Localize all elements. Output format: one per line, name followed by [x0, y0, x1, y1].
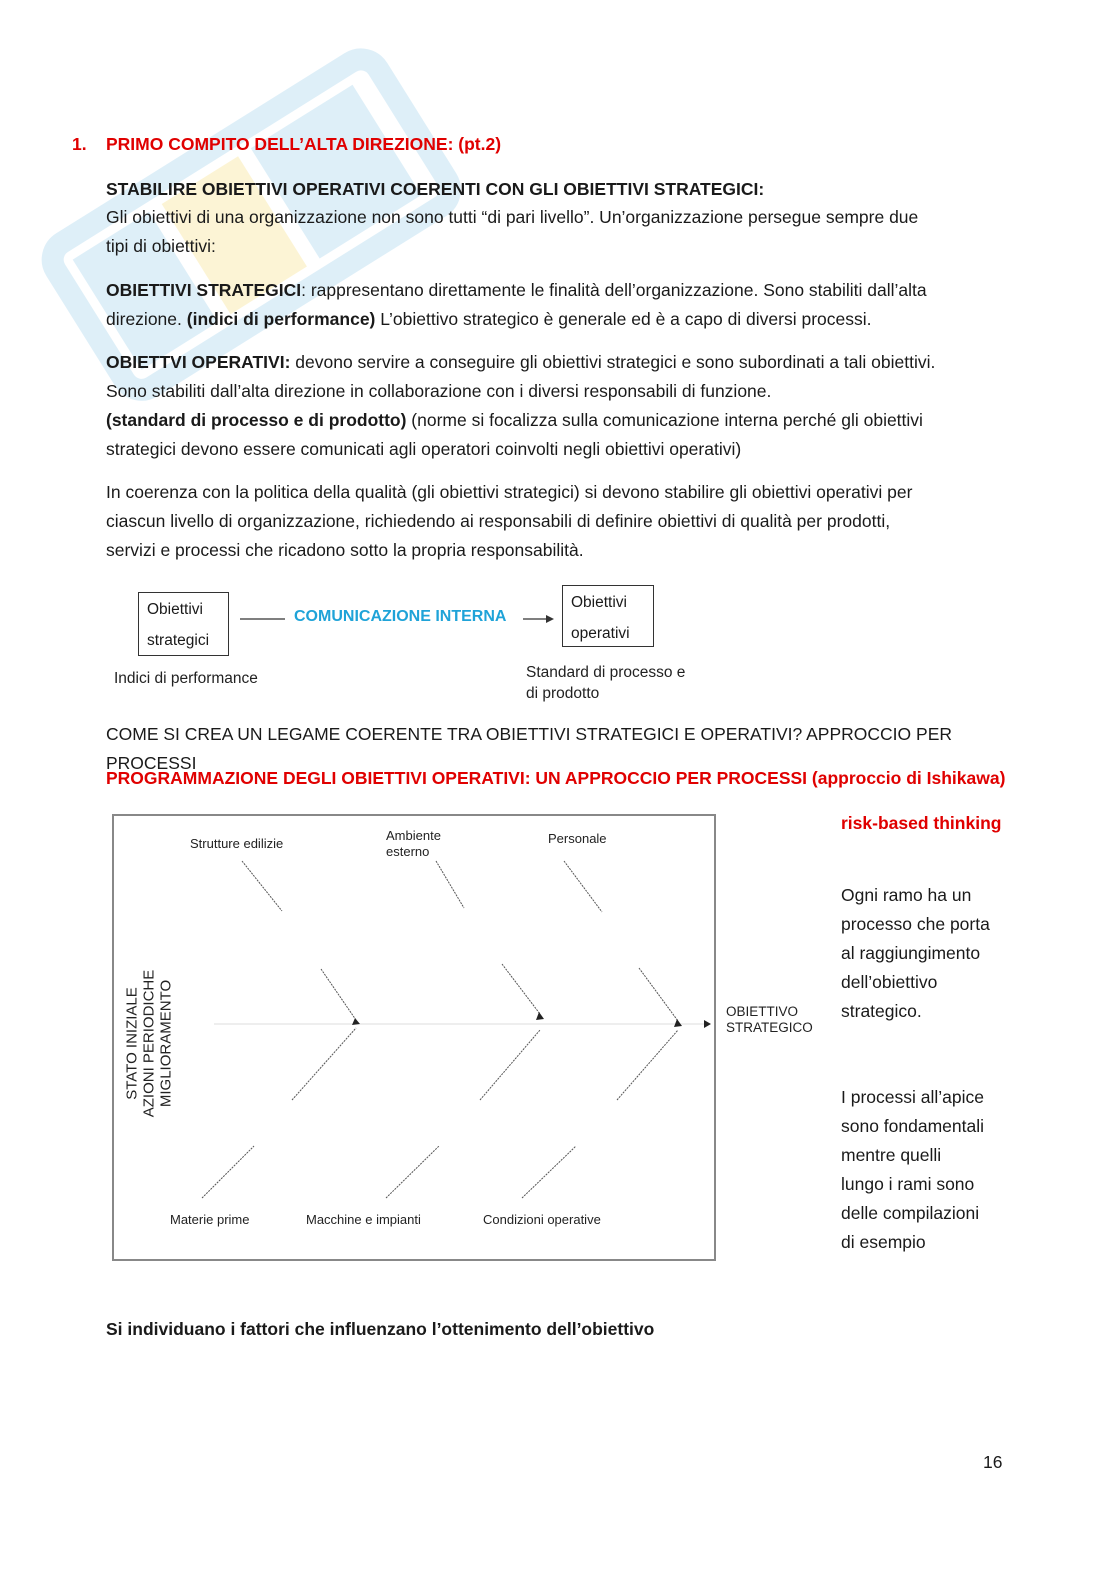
side-note-line: mentre quelli [841, 1145, 942, 1165]
coherence-line: servizi e processi che ricadono sotto la propria responsabilità. [106, 540, 584, 560]
programming-title: PROGRAMMAZIONE DEGLI OBIETTIVI OPERATIVI: UN APPROCCIO PER PROCESSI (approccio di Ishikawa) [106, 768, 1006, 788]
branch-label-top: Ambiente esterno [386, 828, 441, 859]
operative-text: (norme si focalizza sulla comunicazione interna perché gli obiettivi [406, 410, 923, 430]
vertical-line: MIGLIORAMENTO [157, 979, 175, 1108]
coherence-paragraph [106, 478, 1006, 565]
communication-label: COMUNICAZIONE INTERNA [294, 608, 507, 625]
target-line: STRATEGICO [726, 1020, 813, 1035]
strategic-text: : rappresentano direttamente le finalità dell’organizzazione. Sono stabiliti dall’alta [301, 280, 927, 300]
side-note-processes [841, 1083, 1016, 1257]
branch-label-top: Strutture edilizie [190, 836, 284, 851]
branch-label-top: Personale [548, 831, 607, 846]
box-line: Obiettivi [571, 594, 627, 611]
heading-title: PRIMO COMPITO DELL’ALTA DIREZIONE: (pt.2) [106, 134, 502, 154]
section-heading [72, 130, 1006, 159]
side-note-line: al raggiungimento [841, 943, 981, 963]
ishikawa-diagram [112, 814, 716, 1261]
operative-text: strategici devono essere comunicati agli operatori coinvolti negli obiettivi operativi) [106, 439, 742, 459]
vertical-line: AZIONI PERIODICHE [140, 969, 158, 1118]
operative-text: devono servire a conseguire gli obiettivi strategici e sono subordinati a tali obiettivi. [290, 352, 936, 372]
vertical-line: STATO INIZIALE [123, 987, 141, 1100]
box-line: Obiettivi [147, 601, 203, 618]
subheading: STABILIRE OBIETTIVI OPERATIVI COERENTI CON GLI OBIETTIVI STRATEGICI: [106, 179, 765, 199]
fishbone-lines [114, 816, 714, 1259]
strategic-label: OBIETTIVI STRATEGICI [106, 280, 302, 300]
side-note-line: sono fondamentali [841, 1116, 985, 1136]
side-note-line: delle compilazioni [841, 1203, 980, 1223]
conclusion: Si individuano i fattori che influenzano l’ottenimento dell’obiettivo [106, 1319, 655, 1339]
side-note-line: dell’obiettivo [841, 972, 938, 992]
side-note-line: di esempio [841, 1232, 926, 1252]
strategic-text: direzione. [106, 309, 187, 329]
coherence-line: In coerenza con la politica della qualità (gli obiettivi strategici) si devono stabilire gli obiettivi operativi per [106, 482, 913, 502]
strategic-text: L’obiettivo strategico è generale ed è a capo di diversi processi. [375, 309, 872, 329]
right-caption [526, 662, 685, 704]
strategic-objectives-box [138, 592, 229, 656]
intro-line: tipi di obiettivi: [106, 236, 216, 256]
heading-number: 1. [72, 134, 87, 154]
caption-line: Standard di processo e [526, 664, 686, 681]
box-line: operativi [571, 625, 630, 642]
side-note-line: I processi all’apice [841, 1087, 984, 1107]
initial-state-label [116, 953, 176, 1119]
target-line: OBIETTIVO [726, 1004, 799, 1019]
side-note-line: Ogni ramo ha un [841, 885, 972, 905]
branch-label-bottom: Condizioni operative [483, 1212, 601, 1227]
strategic-note: (indici di performance) [186, 309, 376, 329]
question-line: COME SI CREA UN LEGAME COERENTE TRA OBIETTIVI STRATEGICI E OPERATIVI? APPROCCIO PER PROCESSI [106, 724, 952, 773]
left-caption: Indici di performance [114, 670, 258, 687]
branch-label-bottom: Materie prime [170, 1212, 250, 1227]
strategic-objective-target [726, 1004, 813, 1036]
side-note-branches [841, 881, 1016, 1026]
side-note-line: strategico. [841, 1001, 922, 1021]
side-note-line: lungo i rami sono [841, 1174, 975, 1194]
coherence-line: ciascun livello di organizzazione, richiedendo ai responsabili di definire obiettivi di qualità per prodotti, [106, 511, 891, 531]
risk-based-thinking-title: risk-based thinking [841, 813, 1002, 833]
strategic-objectives-paragraph [106, 276, 1006, 334]
branch-label-bottom: Macchine e impianti [306, 1212, 421, 1227]
intro-line: Gli obiettivi di una organizzazione non sono tutti “di pari livello”. Un’organizzazione persegue sempre due [106, 207, 919, 227]
operative-note: (standard di processo e di prodotto) [106, 410, 407, 430]
operative-objectives-box [562, 585, 654, 647]
operative-objectives-paragraph [106, 348, 1006, 464]
operative-label: OBIETTVI OPERATIVI: [106, 352, 291, 372]
caption-line: di prodotto [526, 685, 600, 702]
box-line: strategici [147, 632, 210, 649]
operative-text: Sono stabiliti dall’alta direzione in collaborazione con i diversi responsabili di funzione. [106, 381, 772, 401]
page-number: 16 [983, 1452, 1003, 1472]
intro-paragraph [106, 203, 1006, 261]
side-note-line: processo che porta [841, 914, 990, 934]
